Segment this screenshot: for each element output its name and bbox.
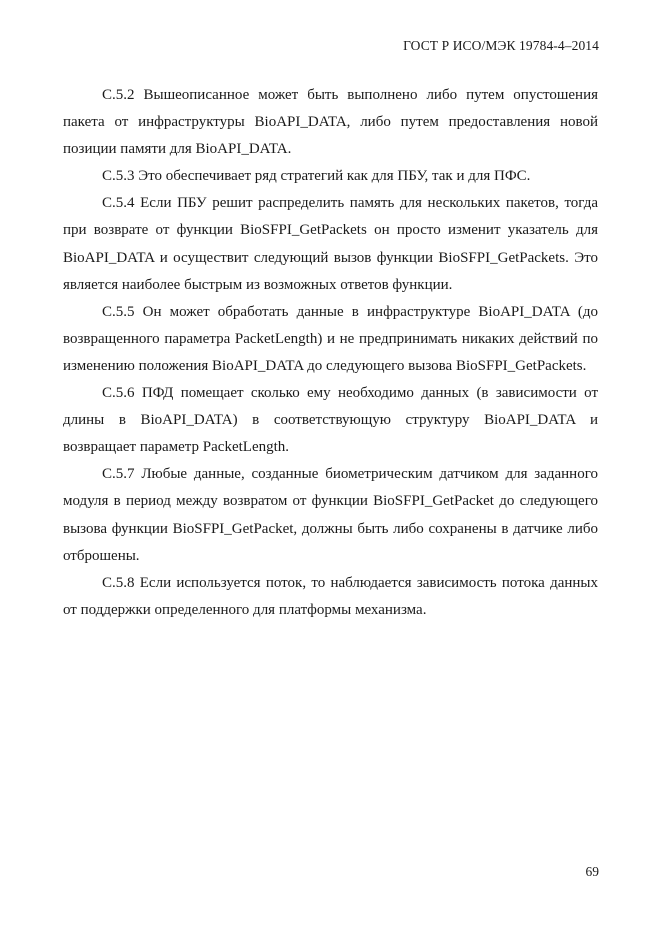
paragraph-c-5-3: С.5.3 Это обеспечивает ряд стратегий как для ПБУ, так и для ПФС.: [102, 168, 531, 185]
paragraph-c-5-4: С.5.4 Если ПБУ решит распределить память для нескольких пакетов, тогда при возврате от функции BioSFPI_GetPackets он просто изменит указатель для BioAPI_DATA и осуществит следующий вызов функции BioSFPI_GetPackets. Это является наиболее быстрым из возможных ответов функции.: [63, 195, 598, 293]
document-body: [63, 82, 598, 624]
document-header: ГОСТ Р ИСО/МЭК 19784-4–2014: [403, 38, 599, 53]
paragraph-c-5-2: С.5.2 Вышеописанное может быть выполнено либо путем опустошения пакета от инфраструктуры BioAPI_DATA, либо путем предоставления новой позиции памяти для BioAPI_DATA.: [63, 87, 598, 158]
page-number: 69: [585, 864, 599, 879]
paragraph-c-5-8: С.5.8 Если используется поток, то наблюдается зависимость потока данных от поддержки определенного для платформы механизма.: [63, 574, 598, 618]
paragraph-c-5-5: С.5.5 Он может обработать данные в инфраструктуре BioAPI_DATA (до возвращенного параметра PacketLength) и не предпринимать никаких действий по изменению положения BioAPI_DATA до следующего вызова BioSFPI_GetPackets.: [63, 303, 598, 374]
paragraph-c-5-6: С.5.6 ПФД помещает сколько ему необходимо данных (в зависимости от длины в BioAPI_DATA) в соответствующую структуру BioAPI_DATA и возвращает параметр PacketLength.: [63, 385, 598, 456]
paragraph-c-5-7: С.5.7 Любые данные, созданные биометрическим датчиком для заданного модуля в период между возвратом от функции BioSFPI_GetPacket до следующего вызова функции BioSFPI_GetPacket, должны быть либо сохранены в датчике либо отброшены.: [63, 466, 598, 564]
